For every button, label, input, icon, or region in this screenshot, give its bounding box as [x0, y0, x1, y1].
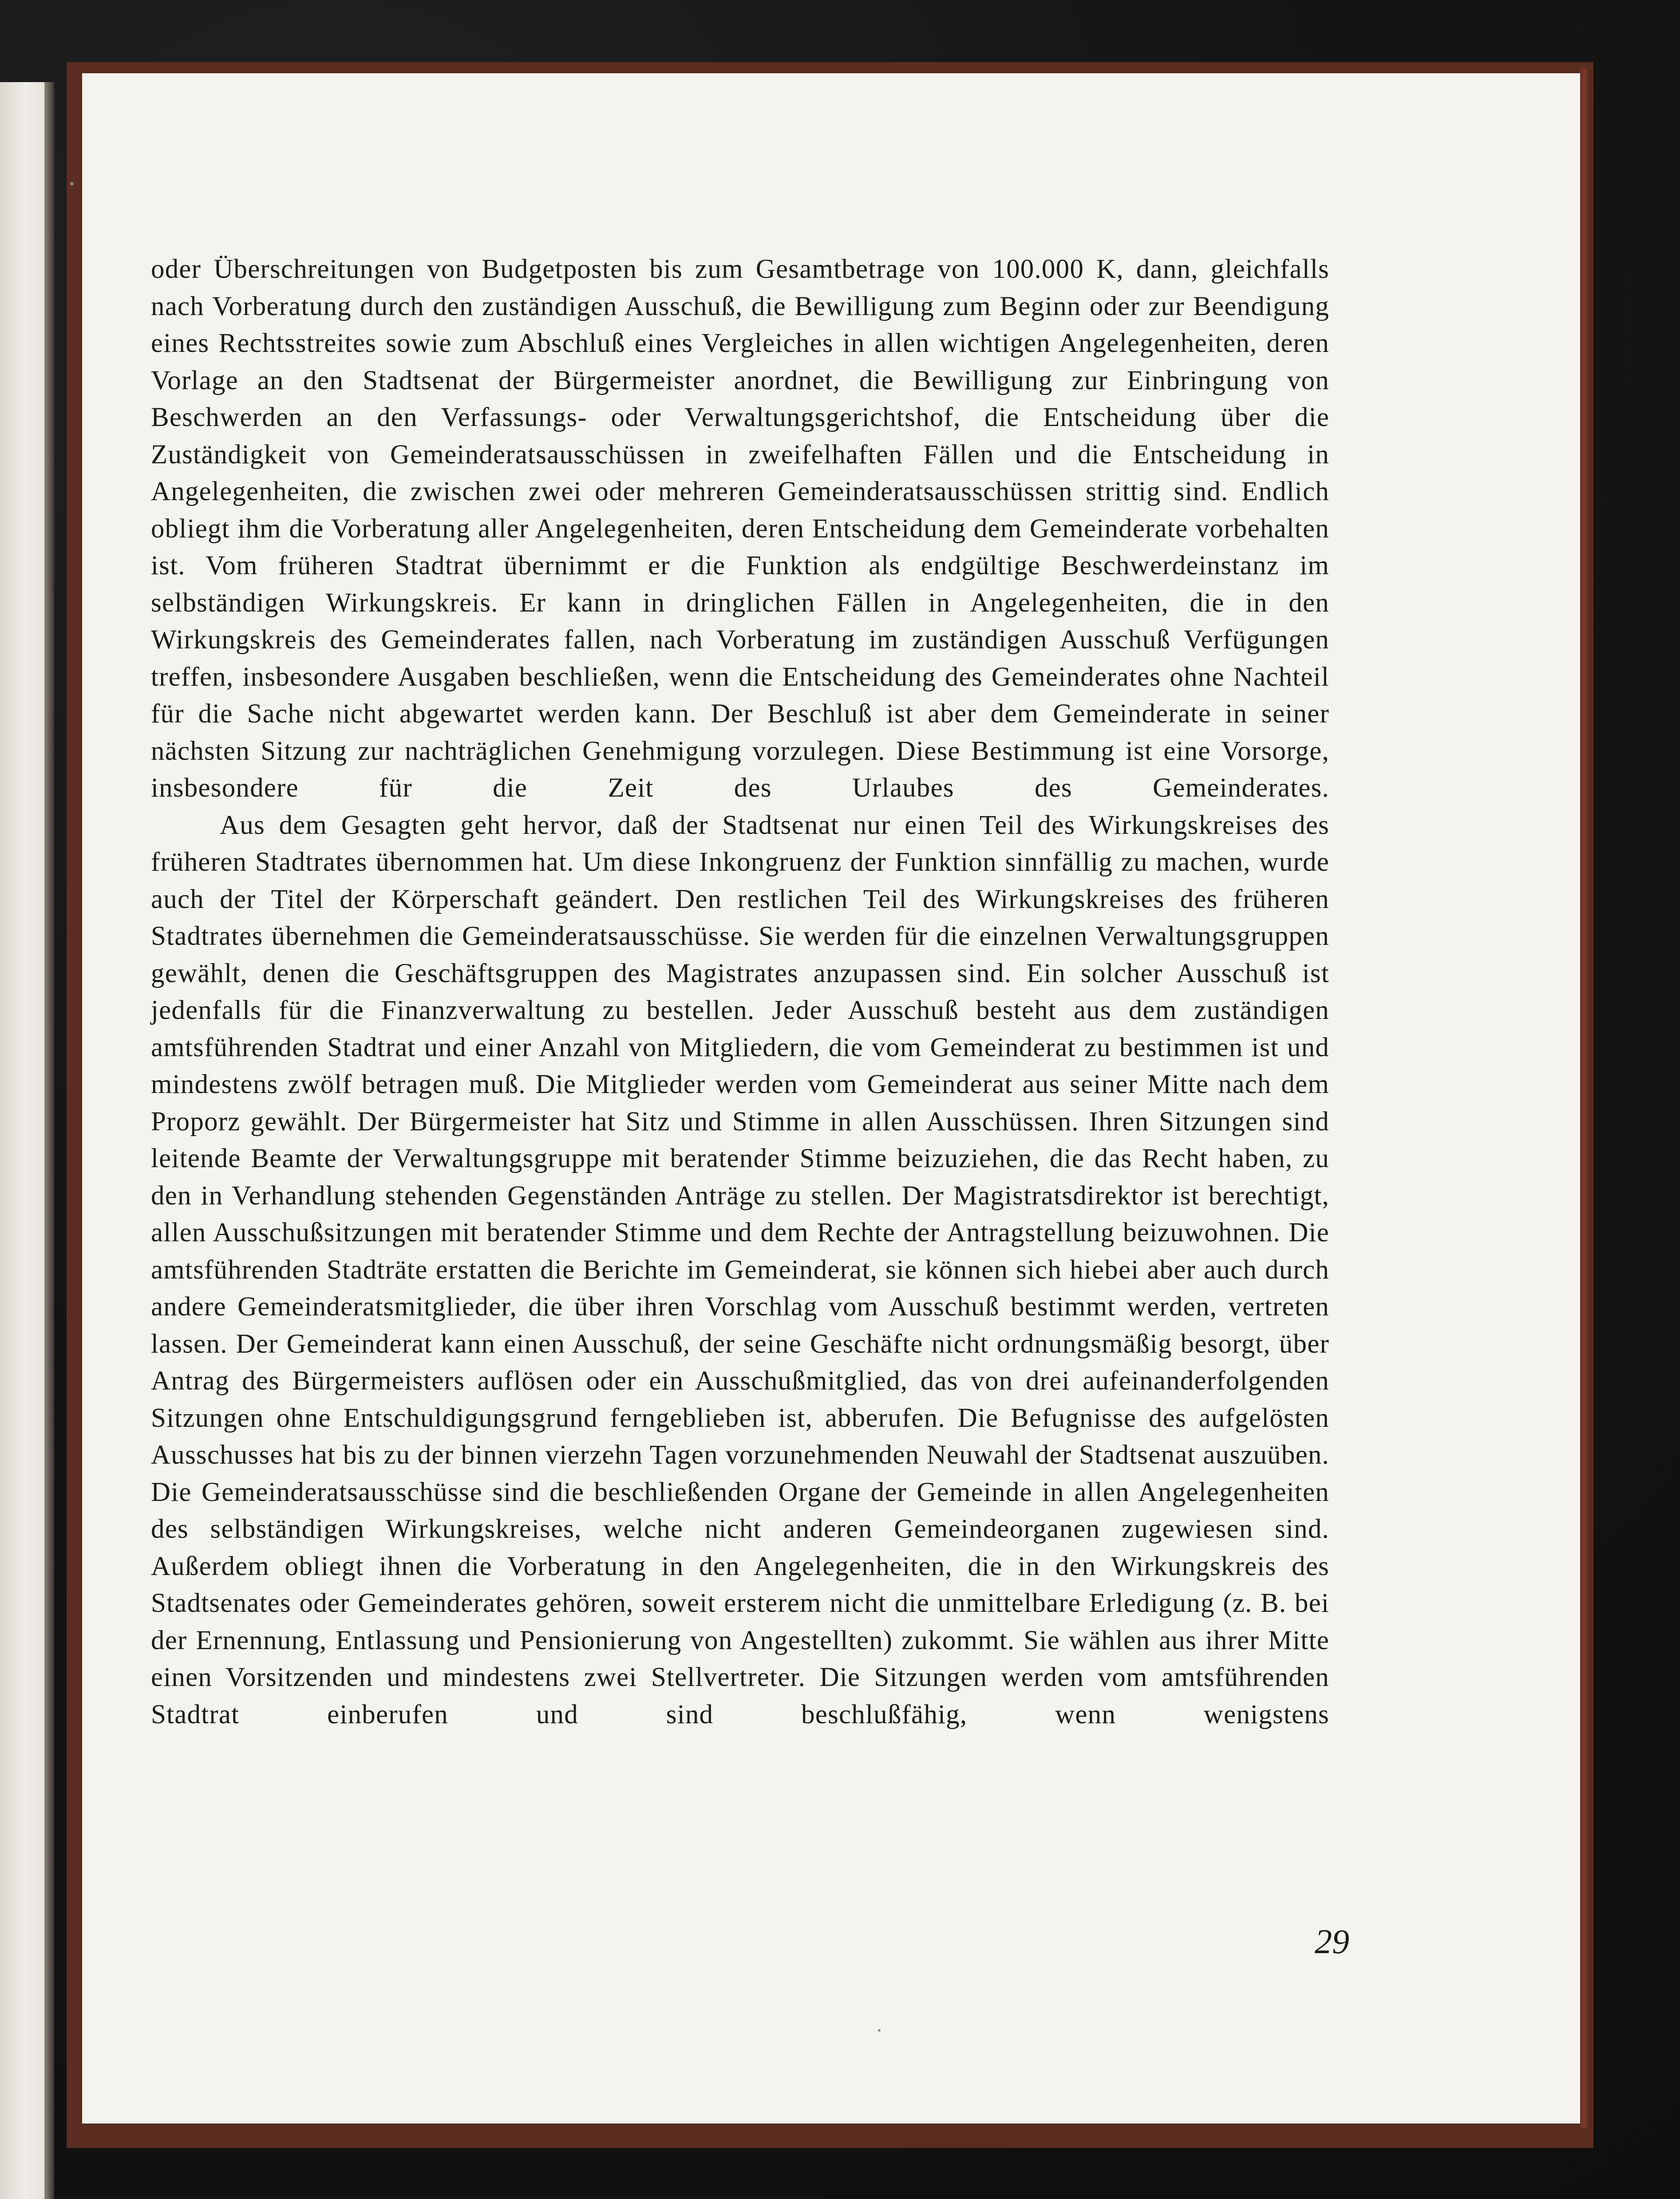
facing-page-edge	[0, 82, 44, 2199]
cover-edge	[1580, 69, 1591, 2128]
paragraph: oder Überschreitungen von Budgetposten bis zum Gesamtbetrage von 100.000 K, dann, gleichfalls nach Vorberatung durch den zuständigen Ausschuß, die Bewilligung zum Beginn oder zur Beendigung eines Rechtsstreites sowie zum Abschluß eines Vergleiches in allen wichtigen Angelegenheiten, deren Vorlage an den Stadtsenat der Bürgermeister anordnet, die Bewilligung zur Einbringung von Beschwerden an den Verfassungs- oder Verwaltungsgerichtshof, die Entscheidung über die Zuständigkeit von Gemeinderatsausschüssen in zweifelhaften Fällen und die Entscheidung in Angelegenheiten, die zwischen zwei oder mehreren Gemeinderatsausschüssen strittig sind. Endlich obliegt ihm die Vorberatung aller Angelegenheiten, deren Entscheidung dem Gemeinderate vorbehalten ist. Vom früheren Stadtrat übernimmt er die Funktion als endgültige Beschwerdeinstanz im selbständigen Wirkungskreis. Er kann in dringlichen Fällen in Angelegenheiten, die in den Wirkungskreis des Gemeinderates fallen, nach Vorberatung im zuständigen Ausschuß Verfügungen treffen, insbesondere Ausgaben beschließen, wenn die Entscheidung des Gemeinderates ohne Nachteil für die Sache nicht abgewartet werden kann. Der Beschluß ist aber dem Gemeinderate in seiner nächsten Sitzung zur nachträglichen Genehmigung vorzulegen. Diese Bestimmung ist eine Vorsorge, insbesondere für die Zeit des Urlaubes des Gemeinderates.	[151, 254, 1329, 803]
dust-speck	[70, 182, 74, 186]
dust-speck	[878, 2029, 881, 2032]
body-text	[151, 251, 1329, 1733]
book-gutter	[44, 82, 54, 2199]
paragraph: Aus dem Gesagten geht hervor, daß der Stadtsenat nur einen Teil des Wirkungskreises des früheren Stadtrates übernommen hat. Um diese Inkongruenz der Funktion sinnfällig zu machen, wurde auch der Titel der Körperschaft geändert. Den restlichen Teil des Wirkungskreises des früheren Stadtrates übernehmen die Gemeinderatsausschüsse. Sie werden für die einzelnen Verwaltungsgruppen gewählt, denen die Geschäftsgruppen des Magistrates anzupassen sind. Ein solcher Ausschuß ist jedenfalls für die Finanzverwaltung zu bestellen. Jeder Ausschuß besteht aus dem zuständigen amtsführenden Stadtrat und einer Anzahl von Mitgliedern, die vom Gemeinderat zu bestimmen ist und mindestens zwölf betragen muß. Die Mitglieder werden vom Gemeinderat aus seiner Mitte nach dem Proporz gewählt. Der Bürgermeister hat Sitz und Stimme in allen Ausschüssen. Ihren Sitzungen sind leitende Beamte der Verwaltungsgruppe mit beratender Stimme beizuziehen, die das Recht haben, zu den in Verhandlung stehenden Gegenständen Anträge zu stellen. Der Magistratsdirektor ist berechtigt, allen Ausschußsitzungen mit beratender Stimme und dem Rechte der Antragstellung beizuwohnen. Die amtsführenden Stadträte erstatten die Berichte im Gemeinderat, sie können sich hiebei aber auch durch andere Gemeinderatsmitglieder, die über ihren Vorschlag vom Ausschuß bestimmt werden, vertreten lassen. Der Gemeinderat kann einen Ausschuß, der seine Geschäfte nicht ordnungsmäßig besorgt, über Antrag des Bürgermeisters auflösen oder ein Ausschußmitglied, das von drei aufeinanderfolgenden Sitzungen ohne Entschuldigungsgrund ferngeblieben ist, abberufen. Die Befugnisse des aufgelösten Ausschusses hat bis zu der binnen vierzehn Tagen vorzunehmenden Neuwahl der Stadtsenat auszuüben. Die Gemeinderatsausschüsse sind die beschließenden Organe der Gemeinde in allen Angelegenheiten des selbständigen Wirkungskreises, welche nicht anderen Gemeindeorganen zugewiesen sind. Außerdem obliegt ihnen die Vorberatung in den Angelegenheiten, die in den Wirkungskreis des Stadtsenates oder Gemeinderates gehören, soweit ersterem nicht die unmittelbare Erledigung (z. B. bei der Ernennung, Entlassung und Pensionierung von Angestellten) zukommt. Sie wählen aus ihrer Mitte einen Vorsitzenden und mindestens zwei Stellvertreter. Die Sitzungen werden vom amtsführenden Stadtrat einberufen und sind beschlußfähig, wenn wenigstens	[151, 810, 1329, 1729]
page-number: 29	[1315, 1922, 1349, 1961]
